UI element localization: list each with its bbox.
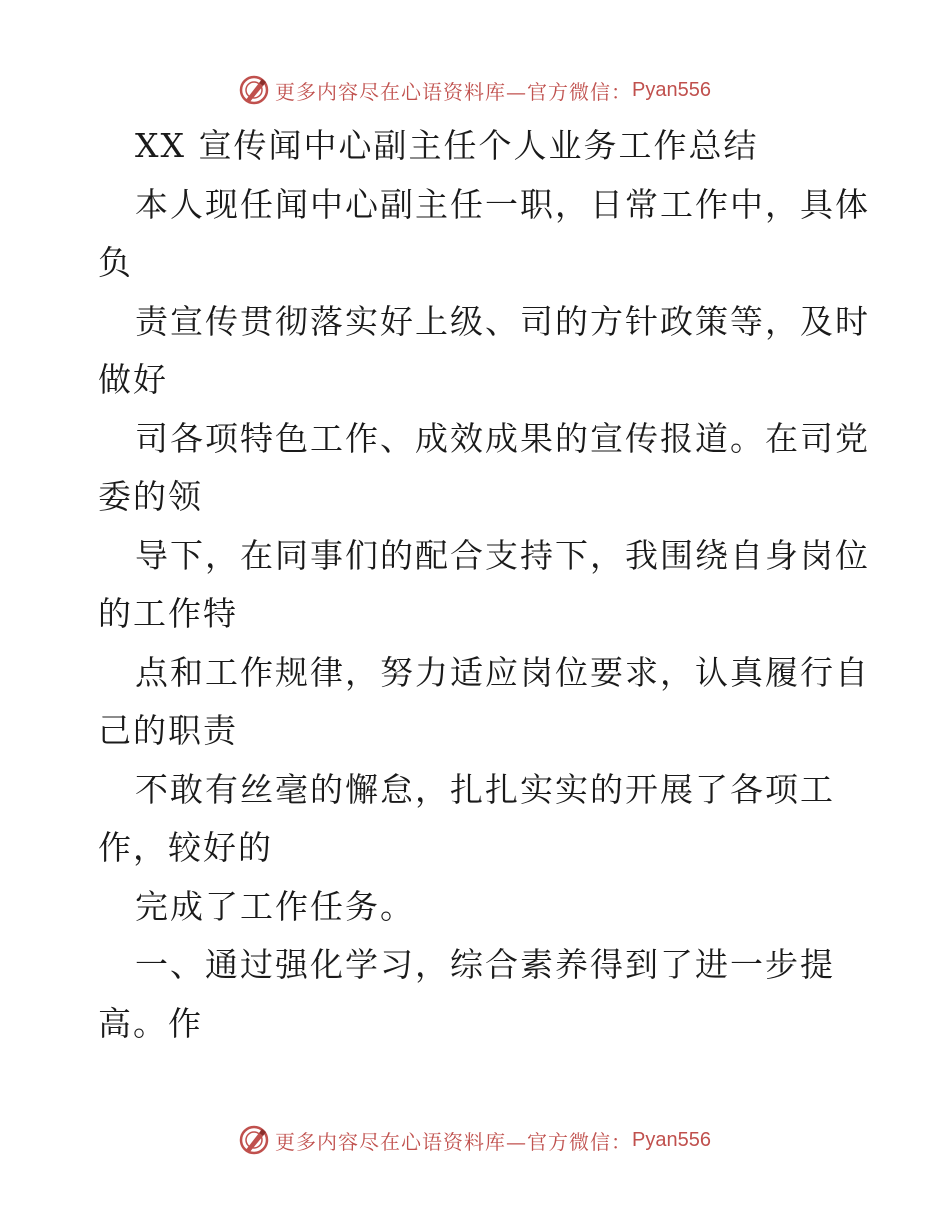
paragraph-line: 做好 (98, 360, 168, 399)
paragraph-line: 作，较好的 (98, 828, 273, 867)
watermark-account: Pyan556 (632, 78, 711, 101)
document-title: XX 宣传闻中心副主任个人业务工作总结 (135, 126, 759, 165)
paragraph-line: 责宣传贯彻落实好上级、司的方针政策等，及时 (135, 302, 870, 341)
paragraph-line: 点和工作规律，努力适应岗位要求，认真履行自 (135, 653, 870, 692)
paragraph-line: 完成了工作任务。 (135, 887, 415, 926)
paragraph-line: 高。作 (98, 1004, 203, 1043)
paragraph-line: 委的领 (98, 477, 203, 516)
section-heading-line: 一、通过强化学习，综合素养得到了进一步提 (135, 945, 835, 984)
paragraph-line: 负 (98, 243, 133, 282)
footer-watermark (0, 1120, 950, 1160)
pen-logo-icon (239, 75, 269, 105)
watermark-text: 更多内容尽在心语资料库—官方微信： (275, 1129, 633, 1154)
paragraph-line: 司各项特色工作、成效成果的宣传报道。在司党 (135, 419, 870, 458)
paragraph-line: 不敢有丝毫的懈怠，扎扎实实的开展了各项工 (135, 770, 835, 809)
paragraph-line: 本人现任闻中心副主任一职，日常工作中，具体 (135, 185, 870, 224)
paragraph-line: 己的职责 (98, 711, 238, 750)
paragraph-line: 的工作特 (98, 594, 238, 633)
watermark-text: 更多内容尽在心语资料库—官方微信： (275, 79, 633, 104)
watermark-account: Pyan556 (632, 1128, 711, 1151)
paragraph-line: 导下，在同事们的配合支持下，我围绕自身岗位 (135, 536, 870, 575)
header-watermark (0, 70, 950, 110)
pen-logo-icon (239, 1125, 269, 1155)
